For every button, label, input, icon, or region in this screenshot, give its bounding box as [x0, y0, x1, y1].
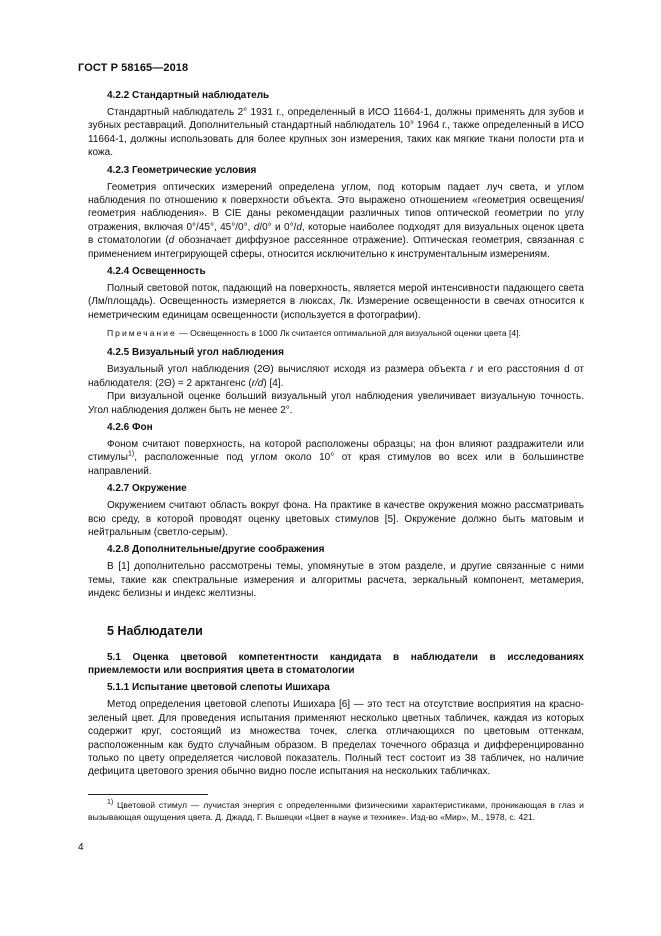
footnote-ref[interactable]: 1): [127, 450, 135, 458]
italic-run: d: [168, 235, 175, 247]
footnote-text: Цветовой стимул — лучистая энергия с определенными физическими характеристиками, проникающая в глаз и вызывающая ощущения цвета. Д. Джадд, Г. Вышецки «Цвет в науке и технике». Изд-во «Мир», М., 1978, с. 421.: [88, 800, 584, 822]
footnote-mark: 1): [107, 799, 114, 807]
text-run: ) [4].: [263, 377, 284, 389]
text-run: обозначает диффузное рассеянное отражение). Оптическая геометрия, связанная с применением интегрирующей сферы, относится исключительно к инструментальным измерениям.: [88, 235, 584, 260]
section-4-2-5-title: 4.2.5 Визуальный угол наблюдения: [107, 347, 284, 359]
section-4-2-8-title: 4.2.8 Дополнительные/другие соображения: [107, 544, 325, 556]
italic-run: r/d: [251, 377, 264, 389]
section-4-2-4-note: [107, 327, 584, 339]
section-4-2-6-text: [88, 438, 584, 478]
italic-run: r: [470, 364, 474, 376]
text-run: Геометрия оптических измерений определена углом, под которым падает луч света, и углом наблюдения по отношению к поверхности объекта. Это выражено отношением «геометрия освещения/геометрия наблюдения». В CIE даны рекомендации различных типов оптической геометрии по углу отражения, включая 0°/45°, 45°/0°,: [88, 181, 584, 233]
section-4-2-7-title: 4.2.7 Окружение: [107, 483, 187, 495]
footnote-divider: [88, 794, 208, 795]
text-run: /0° и 0°/: [259, 221, 297, 233]
section-4-2-3-title: 4.2.3 Геометрические условия: [107, 164, 257, 176]
italic-run: d: [296, 221, 302, 233]
page-content: [88, 90, 584, 784]
section-4-2-2-title: 4.2.2 Стандартный наблюдатель: [107, 90, 270, 101]
text-run: , которые наиболее подходят для визуальных оценок цвета в стоматологии (: [88, 221, 584, 247]
section-5-1-title: 5.1 Оценка цветовой компетентности кандидата в наблюдатели в исследованиях приемлемости или восприятия цвета в стоматологии: [88, 651, 584, 676]
page-number: 4: [78, 842, 84, 853]
text-run: и его расстояния d от наблюдателя: (2Θ) = 2 арктангенс (: [88, 364, 585, 389]
section-4-2-5-text-2: При визуальной оценке больший визуальный угол наблюдения увеличивает визуальную точность. Угол наблюдения должен быть не менее 2°.: [88, 391, 584, 416]
text-run: Фоном считают поверхность, на которой расположены образцы; на фон влияют раздражители или стимулы: [88, 438, 584, 464]
text-run: Визуальный угол наблюдения (2Θ) вычисляют исходя из размера объекта: [107, 364, 471, 376]
section-4-2-5-text-1: [88, 363, 584, 390]
section-4-2-7-text: Окружением считают область вокруг фона. На практике в качестве окружения можно рассматривать всю среду, в которой проводят оценку цветовых стимулов [5]. Окружение должно быть матовым и нейтральным (светло-серым).: [88, 500, 584, 538]
note-text: — Освещенность в 1000 Лк считается оптимальной для визуальной оценки цвета [4].: [176, 328, 521, 339]
section-4-2-6-title: 4.2.6 Фон: [107, 421, 153, 433]
section-5-title: 5 Наблюдатели: [107, 623, 203, 638]
section-4-2-2-text: Стандартный наблюдатель 2° 1931 г., определенный в ИСО 11664-1, должны применять для зубов и зубных реставраций. Дополнительный стандартный наблюдатель 10° 1964 г., также определенный в ИСО 11664-1, должны использовать для более крупных зон измерения, таких как мягкие ткани полости рта и кожа.: [88, 107, 584, 159]
note-label: Примечание: [107, 328, 177, 339]
section-4-2-3-text: [88, 181, 584, 261]
section-4-2-4-text: Полный световой поток, падающий на поверхность, является мерой интенсивности падающего света (Лм/площадь). Освещенность измеряется в люксах, Лк. Измерение освещенности в свечах относится к неметрическим единицам освещенности (используется в фотографии).: [88, 283, 584, 321]
section-4-2-8-text: В [1] дополнительно рассмотрены темы, упомянутые в этом разделе, и другие связанные с ними темы, такие как спектральные измерения и алгоритмы расчета, зеркальный компонент, метамерия, индекс белизны и индекс желтизны.: [88, 561, 584, 600]
section-5-1-1-title: 5.1.1 Испытание цветовой слепоты Ишихара: [107, 682, 330, 694]
section-5-1-1-text: Метод определения цветовой слепоты Ишихара [6] — это тест на отсутствие восприятия на красно-зеленый цвет. Для проведения испытания применяют несколько цветных табличек, каждая из которых содержит круг, состоящий из множества точек, слегка отличающихся по цветовым оттенкам, расположенным как будто случайным образом. В пределах точечного образца и дифференцированно только по цвету определяется числовой показатель. Полный тест состоит из 38 табличек, но наличие дефицита цветового зрения обычно видно после испытания на нескольких табличках.: [88, 699, 584, 778]
document-header: ГОСТ Р 58165—2018: [78, 62, 189, 74]
text-run: , расположенные под углом около 10° от края стимулов во всех или в большинстве направлений.: [88, 452, 584, 477]
italic-run: d: [253, 221, 260, 233]
section-4-2-4-title: 4.2.4 Освещенность: [107, 266, 206, 278]
footnote: [88, 800, 584, 823]
